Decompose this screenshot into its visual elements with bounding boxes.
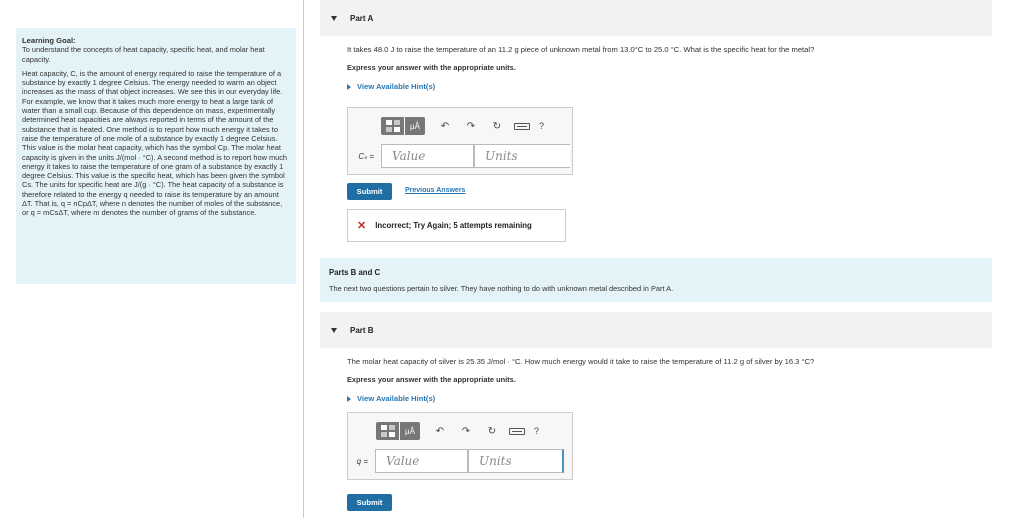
units-input[interactable]: Units <box>474 144 570 168</box>
reset-icon[interactable]: ↻ <box>492 120 502 132</box>
part-a-submit-button[interactable]: Submit <box>347 183 392 200</box>
part-b-header[interactable] <box>320 312 992 348</box>
part-a-header[interactable] <box>320 0 992 36</box>
units-symbol-button[interactable]: μÅ <box>400 422 420 440</box>
learning-goal-subtitle: To understand the concepts of heat capacity, specific heat, and molar heat capacity. <box>22 45 265 64</box>
undo-icon[interactable]: ↶ <box>440 120 450 132</box>
keyboard-icon[interactable] <box>514 123 530 130</box>
learning-goal-title: Learning Goal: <box>22 36 76 45</box>
part-a-answer-box <box>347 107 573 175</box>
keyboard-icon[interactable] <box>509 428 525 435</box>
part-b-instruction: Express your answer with the appropriate units. <box>347 375 516 384</box>
answer-toolbar <box>381 117 544 135</box>
value-input[interactable]: Value <box>375 449 468 473</box>
part-b-answer-box <box>347 412 573 480</box>
error-x-icon: ✕ <box>357 220 367 232</box>
undo-icon[interactable]: ↶ <box>435 425 445 437</box>
part-b-title: Part B <box>350 325 374 335</box>
learning-goal-panel <box>16 28 296 284</box>
redo-icon[interactable]: ↷ <box>466 120 476 132</box>
reset-icon[interactable]: ↻ <box>487 425 497 437</box>
units-symbol-button[interactable]: μÅ <box>405 117 425 135</box>
parts-bc-title: Parts B and C <box>329 268 381 277</box>
value-input[interactable]: Value <box>381 144 474 168</box>
part-b-submit-button[interactable]: Submit <box>347 494 392 511</box>
templates-button[interactable] <box>381 117 404 135</box>
panel-divider <box>303 0 304 518</box>
part-a-title: Part A <box>350 13 374 23</box>
cs-variable-label: Cₛ = <box>358 151 374 161</box>
answer-toolbar <box>376 422 539 440</box>
learning-goal-body: Heat capacity, C, is the amount of energy required to raise the temperature of a substance by exactly 1 degree Celsius. The energy needed to warm an object increases as the mass of that object increases. We see this in our everyday life. For example, we know that it takes much more energy to heat a large tank of water than a small cup. Because of this dependence on mass, experimentally determined heat capacities are always reported in terms of the amount of the substance that is heated. One method is to report how much energy it takes to raise the temperature of one mole of a substance by exactly 1 degree Celsius. This value is the molar heat capacity, which has the symbol Cp. The molar heat capacity is given in the units J/(mol · °C). A second method is to report how much energy it takes to raise the temperature of one gram of a substance by exactly 1 degree Celsius. This value is the specific heat, which has been given the symbol Cs. The units for specific heat are J/(g · °C). The heat capacity of a substance is therefore related to the energy q needed to raise its temperature by an amount ΔT. That is, q = nCpΔT, where n denotes the number of moles of the substance, or q = mCsΔT, where m denotes the number of grams of the substance. <box>22 68 288 218</box>
previous-answers-link[interactable]: Previous Answers <box>405 187 466 194</box>
part-b-hint-link[interactable] <box>347 394 435 403</box>
part-b-question: The molar heat capacity of silver is 25.35 J/mol · °C. How much energy would it take to raise the temperature of 11.2 g of silver by 16.3 °C? <box>347 357 815 366</box>
redo-icon[interactable]: ↷ <box>461 425 471 437</box>
templates-button[interactable] <box>376 422 399 440</box>
collapse-caret-icon[interactable] <box>331 16 337 21</box>
units-input[interactable]: Units <box>468 449 564 473</box>
hint-link-label: View Available Hint(s) <box>357 82 436 91</box>
feedback-text: Incorrect; Try Again; 5 attempts remaining <box>375 221 532 230</box>
feedback-message <box>347 209 566 242</box>
part-a-hint-link[interactable] <box>347 82 435 91</box>
q-variable-label: q = <box>356 456 368 466</box>
template-grid-icon <box>386 120 400 132</box>
help-icon[interactable]: ? <box>539 121 545 131</box>
part-a-instruction: Express your answer with the appropriate units. <box>347 63 516 72</box>
expand-triangle-icon <box>347 84 351 90</box>
template-grid-icon <box>381 425 395 437</box>
parts-bc-text: The next two questions pertain to silver. They have nothing to do with unknown metal described in Part A. <box>329 284 674 293</box>
hint-link-label: View Available Hint(s) <box>357 394 436 403</box>
collapse-caret-icon[interactable] <box>331 328 337 333</box>
part-a-question: It takes 48.0 J to raise the temperature of an 11.2 g piece of unknown metal from 13.0°C to 25.0 °C. What is the specific heat for the metal? <box>347 45 815 54</box>
help-icon[interactable]: ? <box>534 426 540 436</box>
expand-triangle-icon <box>347 396 351 402</box>
parts-bc-info <box>320 258 992 302</box>
